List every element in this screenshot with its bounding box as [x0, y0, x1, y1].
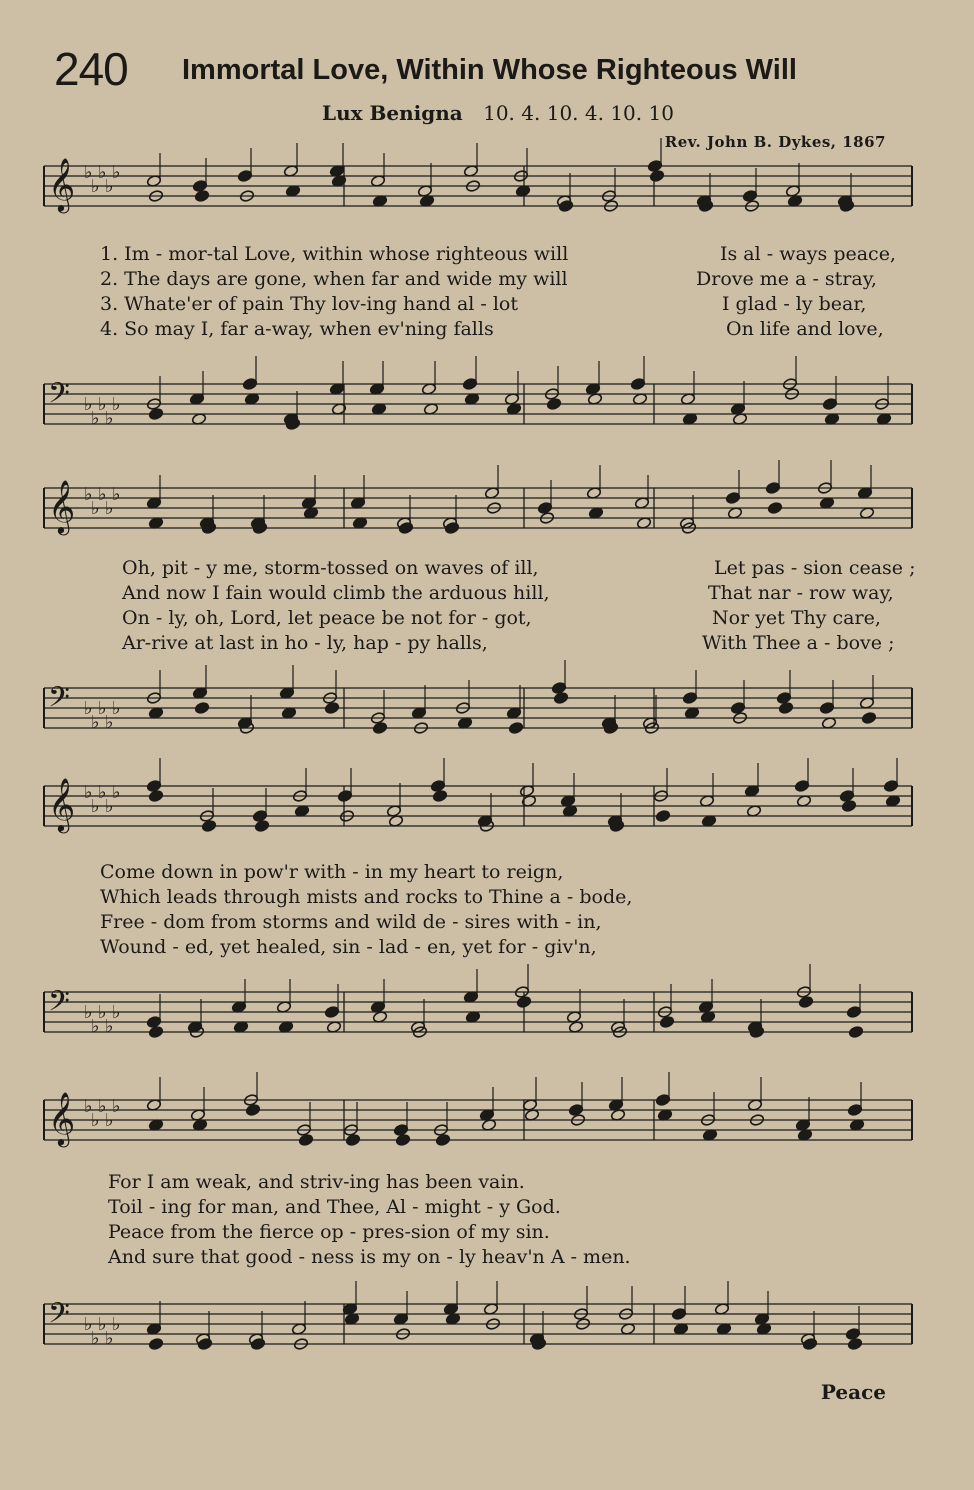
note-head — [778, 702, 793, 715]
note-head — [742, 190, 757, 203]
tune-line — [322, 101, 674, 125]
flat-icon: ♭ — [84, 1314, 93, 1335]
flat-icon: ♭ — [112, 1314, 121, 1335]
flat-icon: ♭ — [98, 1002, 107, 1023]
lyric-line: 4. So may I, far a-way, when ev'ning falls On life and love, — [100, 318, 884, 340]
note-head — [671, 1308, 686, 1321]
note-head — [201, 820, 216, 833]
lyric-line: Ar-rive at last in ho - ly, hap - py halls, With Thee a - bove ; — [122, 632, 895, 654]
note-head — [194, 190, 209, 203]
lyric-line: Which leads through mists and rocks to Thine a - bode, — [100, 886, 633, 908]
note-head — [647, 160, 662, 173]
note-head — [252, 810, 267, 823]
note-head — [194, 702, 209, 715]
note-head — [655, 1094, 670, 1107]
meter: 10. 4. 10. 4. 10. 10 — [483, 101, 674, 125]
note-head — [682, 692, 697, 705]
tune-name: Lux Benigna — [322, 101, 463, 125]
note-head — [237, 170, 252, 183]
note-head — [553, 692, 568, 705]
note-head — [148, 1026, 163, 1039]
lyrics-system-3 — [100, 860, 940, 960]
lyric-line: For I am weak, and striv-ing has been vain. — [108, 1171, 525, 1193]
flat-icon: ♭ — [98, 484, 107, 505]
note-head — [398, 522, 413, 535]
flat-icon: ♭ — [84, 162, 93, 183]
treble-clef-icon: 𝄞 — [48, 479, 76, 533]
note-head — [146, 1016, 161, 1029]
treble-staff-2 — [44, 479, 912, 538]
treble-staff-1 — [44, 157, 912, 216]
note-head — [765, 482, 780, 495]
note-head — [432, 790, 447, 803]
bass-staff-2 — [44, 681, 912, 738]
note-head — [393, 1124, 408, 1137]
flat-icon: ♭ — [112, 782, 121, 803]
treble-clef-icon: 𝄞 — [48, 1091, 76, 1145]
note-head — [558, 200, 573, 213]
note-head — [254, 820, 269, 833]
bass-staff-3 — [44, 985, 912, 1042]
note-head — [516, 996, 531, 1009]
note-head — [395, 1134, 410, 1147]
note-head — [298, 1134, 313, 1147]
lyric-line: Oh, pit - y me, storm-tossed on waves of ill, Let pas - sion cease ; — [122, 557, 916, 579]
flat-icon: ♭ — [112, 394, 121, 415]
note-head — [848, 1026, 863, 1039]
lyric-line: Peace from the fierce op - pres-sion of my sin. — [108, 1221, 550, 1243]
flat-icon: ♭ — [91, 1328, 100, 1349]
note-head — [659, 1016, 674, 1029]
note-head — [655, 810, 670, 823]
note-head — [430, 780, 445, 793]
flat-icon: ♭ — [98, 1314, 107, 1335]
note-head — [794, 780, 809, 793]
flat-icon: ♭ — [105, 796, 114, 817]
lyric-line: On - ly, oh, Lord, let peace be not for - got, Nor yet Thy care, — [122, 607, 881, 629]
flat-icon: ♭ — [98, 162, 107, 183]
note-head — [508, 722, 523, 735]
flat-icon: ♭ — [112, 1002, 121, 1023]
lyric-line: Free - dom from storms and wild de - sires with - in, — [100, 911, 602, 933]
lyric-line: Come down in pow'r with - in my heart to reign, — [100, 861, 564, 883]
note-head — [847, 1104, 862, 1117]
note-head — [767, 502, 782, 515]
flat-icon: ♭ — [84, 782, 93, 803]
lyric-line: Wound - ed, yet healed, sin - lad - en, yet for - giv'n, — [100, 936, 597, 958]
note-head — [242, 378, 257, 391]
lyrics-system-4 — [100, 1170, 940, 1270]
note-head — [802, 1338, 817, 1351]
bass-clef-icon: 𝄢 — [48, 985, 70, 1025]
flat-icon: ♭ — [91, 712, 100, 733]
note-head — [847, 1338, 862, 1351]
note-head — [345, 1134, 360, 1147]
note-head — [883, 780, 898, 793]
note-head — [197, 1338, 212, 1351]
flat-icon: ♭ — [98, 698, 107, 719]
flat-icon: ♭ — [98, 394, 107, 415]
lyrics-system-1 — [100, 242, 940, 342]
flat-icon: ♭ — [112, 698, 121, 719]
note-head — [245, 1104, 260, 1117]
note-head — [146, 780, 161, 793]
flat-icon: ♭ — [105, 498, 114, 519]
treble-staff-3 — [44, 777, 912, 836]
treble-clef-icon: 𝄞 — [48, 157, 76, 211]
flat-icon: ♭ — [98, 1096, 107, 1117]
flat-icon: ♭ — [91, 1110, 100, 1131]
note-head — [839, 790, 854, 803]
bass-staff-1 — [44, 377, 912, 434]
treble-clef-icon: 𝄞 — [48, 777, 76, 831]
flat-icon: ♭ — [91, 796, 100, 817]
lyric-line: 3. Whate'er of pain Thy lov-ing hand al - lot I glad - ly bear, — [100, 293, 867, 315]
note-head — [845, 1328, 860, 1341]
note-head — [444, 522, 459, 535]
treble-staff-4 — [44, 1091, 912, 1150]
flat-icon: ♭ — [112, 1096, 121, 1117]
note-head — [819, 702, 834, 715]
topic-label: Peace — [820, 1380, 886, 1404]
note-head — [148, 790, 163, 803]
bass-clef-icon: 𝄢 — [48, 377, 70, 417]
note-head — [192, 180, 207, 193]
flat-icon: ♭ — [105, 712, 114, 733]
note-head — [730, 702, 745, 715]
hymn-title: Immortal Love, Within Whose Righteous Will — [182, 54, 797, 86]
lyrics-system-2 — [100, 556, 940, 656]
bass-staff-4 — [44, 1297, 912, 1354]
lyric-line: 1. Im - mor-tal Love, within whose righteous will Is al - ways peace, — [100, 243, 896, 265]
flat-icon: ♭ — [112, 484, 121, 505]
flat-icon: ♭ — [105, 1110, 114, 1131]
note-head — [776, 692, 791, 705]
lyric-line: Toil - ing for man, and Thee, Al - might - y God. — [108, 1196, 561, 1218]
note-head — [537, 502, 552, 515]
flat-icon: ♭ — [84, 394, 93, 415]
note-head — [324, 702, 339, 715]
flat-icon: ♭ — [105, 1328, 114, 1349]
note-head — [798, 996, 813, 1009]
flat-icon: ♭ — [105, 408, 114, 429]
note-head — [551, 682, 566, 695]
flat-icon: ♭ — [105, 1016, 114, 1037]
note-head — [148, 1338, 163, 1351]
note-head — [822, 398, 837, 411]
note-head — [568, 1104, 583, 1117]
note-head — [846, 1006, 861, 1019]
flat-icon: ♭ — [84, 1096, 93, 1117]
note-head — [725, 492, 740, 505]
bass-clef-icon: 𝄢 — [48, 681, 70, 721]
note-head — [841, 800, 856, 813]
note-head — [861, 712, 876, 725]
flat-icon: ♭ — [98, 782, 107, 803]
flat-icon: ♭ — [84, 1002, 93, 1023]
composer: Rev. John B. Dykes, 1867 — [664, 133, 886, 151]
flat-icon: ♭ — [91, 498, 100, 519]
lyric-line: 2. The days are gone, when far and wide my will Drove me a - stray, — [100, 268, 877, 290]
flat-icon: ♭ — [91, 408, 100, 429]
flat-icon: ♭ — [112, 162, 121, 183]
lyric-line: And sure that good - ness is my on - ly heav'n A - men. — [108, 1246, 631, 1268]
note-head — [372, 722, 387, 735]
lyric-line: And now I fain would climb the arduous hill, That nar - row way, — [122, 582, 894, 604]
note-head — [250, 1338, 265, 1351]
bass-clef-icon: 𝄢 — [48, 1297, 70, 1337]
note-head — [324, 1006, 339, 1019]
note-head — [630, 378, 645, 391]
note-head — [462, 378, 477, 391]
flat-icon: ♭ — [84, 484, 93, 505]
note-head — [435, 1134, 450, 1147]
note-head — [546, 398, 561, 411]
note-head — [337, 790, 352, 803]
note-head — [148, 408, 163, 421]
note-head — [649, 170, 664, 183]
flat-icon: ♭ — [91, 176, 100, 197]
flat-icon: ♭ — [91, 1016, 100, 1037]
hymn-number: 240 — [54, 43, 128, 95]
flat-icon: ♭ — [84, 698, 93, 719]
flat-icon: ♭ — [105, 176, 114, 197]
